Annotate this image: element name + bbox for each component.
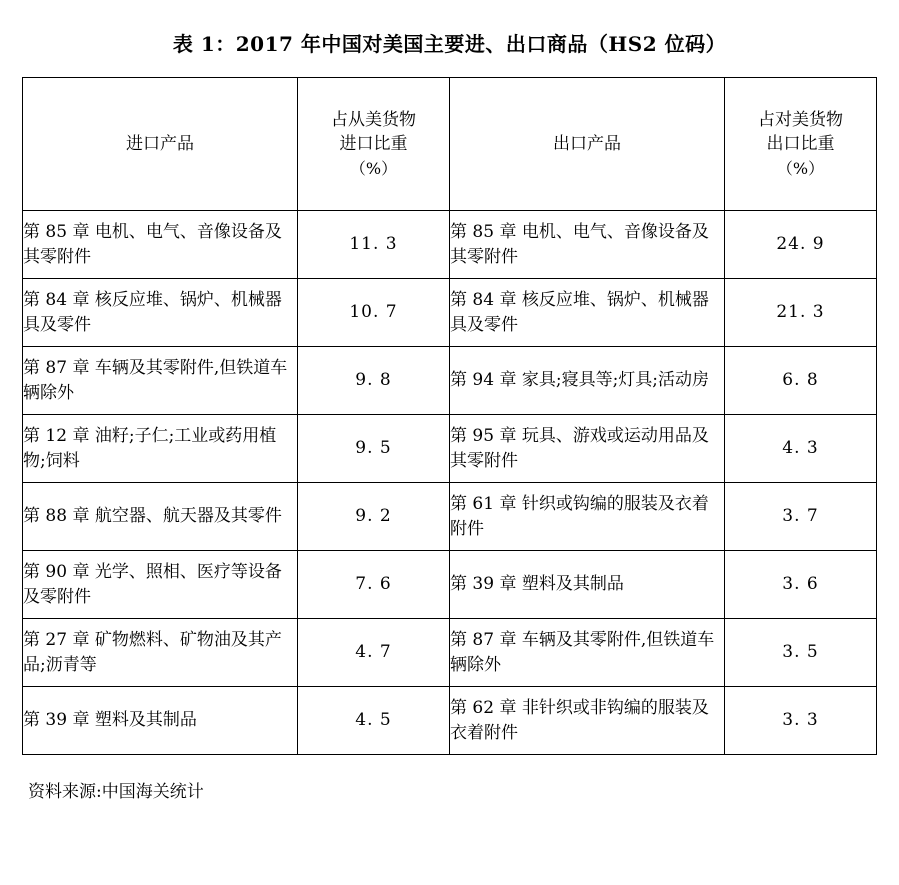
table-row (23, 279, 877, 347)
table-body (23, 211, 877, 755)
col-header-export-share-line2: 出口比重 (766, 134, 835, 155)
table-row (23, 483, 877, 551)
col-header-export-product (450, 78, 725, 211)
cell-import-product: 第 39 章 塑料及其制品 (23, 687, 298, 755)
col-header-import-share (298, 78, 450, 211)
col-header-export-share (725, 78, 877, 211)
col-header-import-product (23, 78, 298, 211)
cell-import-share: 4. 5 (298, 687, 450, 755)
table-header-row (23, 78, 877, 211)
cell-import-product: 第 12 章 油籽;子仁;工业或药用植物;饲料 (23, 415, 298, 483)
cell-export-share: 24. 9 (725, 211, 877, 279)
cell-export-share: 21. 3 (725, 279, 877, 347)
table-container (22, 77, 877, 755)
cell-export-share: 6. 8 (725, 347, 877, 415)
cell-import-product: 第 87 章 车辆及其零附件,但铁道车辆除外 (23, 347, 298, 415)
col-header-import-share-line1: 占从美货物 (331, 109, 416, 130)
table-row (23, 415, 877, 483)
cell-import-product: 第 27 章 矿物燃料、矿物油及其产品;沥青等 (23, 619, 298, 687)
cell-import-share: 4. 7 (298, 619, 450, 687)
cell-export-product: 第 39 章 塑料及其制品 (450, 551, 725, 619)
cell-import-share: 10. 7 (298, 279, 450, 347)
cell-import-product: 第 88 章 航空器、航天器及其零件 (23, 483, 298, 551)
cell-export-share: 3. 7 (725, 483, 877, 551)
cell-import-share: 9. 2 (298, 483, 450, 551)
cell-import-product: 第 85 章 电机、电气、音像设备及其零附件 (23, 211, 298, 279)
table-row (23, 347, 877, 415)
cell-import-share: 9. 8 (298, 347, 450, 415)
table-header (23, 78, 877, 211)
cell-export-product: 第 85 章 电机、电气、音像设备及其零附件 (450, 211, 725, 279)
col-header-export-product-label: 出口产品 (553, 133, 621, 154)
col-header-import-share-line2: 进口比重 (339, 134, 408, 155)
cell-import-product: 第 90 章 光学、照相、医疗等设备及零附件 (23, 551, 298, 619)
col-header-import-product-label: 进口产品 (126, 133, 194, 154)
table-row (23, 211, 877, 279)
cell-export-share: 3. 3 (725, 687, 877, 755)
cell-export-share: 3. 5 (725, 619, 877, 687)
table-row (23, 619, 877, 687)
cell-export-share: 4. 3 (725, 415, 877, 483)
cell-import-share: 9. 5 (298, 415, 450, 483)
source-note: 资料来源:中国海关统计 (28, 782, 204, 802)
page-title: 表 1：2017 年中国对美国主要进、出口商品（HS2 位码） (172, 32, 727, 56)
col-header-import-share-unit: （%） (349, 159, 398, 179)
cell-import-product: 第 84 章 核反应堆、锅炉、机械器具及零件 (23, 279, 298, 347)
cell-import-share: 7. 6 (298, 551, 450, 619)
cell-export-product: 第 94 章 家具;寝具等;灯具;活动房 (450, 347, 725, 415)
table-row (23, 687, 877, 755)
col-header-export-share-line1: 占对美货物 (758, 109, 843, 130)
cell-import-share: 11. 3 (298, 211, 450, 279)
cell-export-product: 第 61 章 针织或钩编的服装及衣着附件 (450, 483, 725, 551)
cell-export-product: 第 84 章 核反应堆、锅炉、机械器具及零件 (450, 279, 725, 347)
cell-export-product: 第 62 章 非针织或非钩编的服装及衣着附件 (450, 687, 725, 755)
cell-export-share: 3. 6 (725, 551, 877, 619)
trade-products-table (22, 77, 877, 755)
cell-export-product: 第 95 章 玩具、游戏或运动用品及其零附件 (450, 415, 725, 483)
col-header-export-share-unit: （%） (776, 159, 825, 179)
table-row (23, 551, 877, 619)
cell-export-product: 第 87 章 车辆及其零附件,但铁道车辆除外 (450, 619, 725, 687)
